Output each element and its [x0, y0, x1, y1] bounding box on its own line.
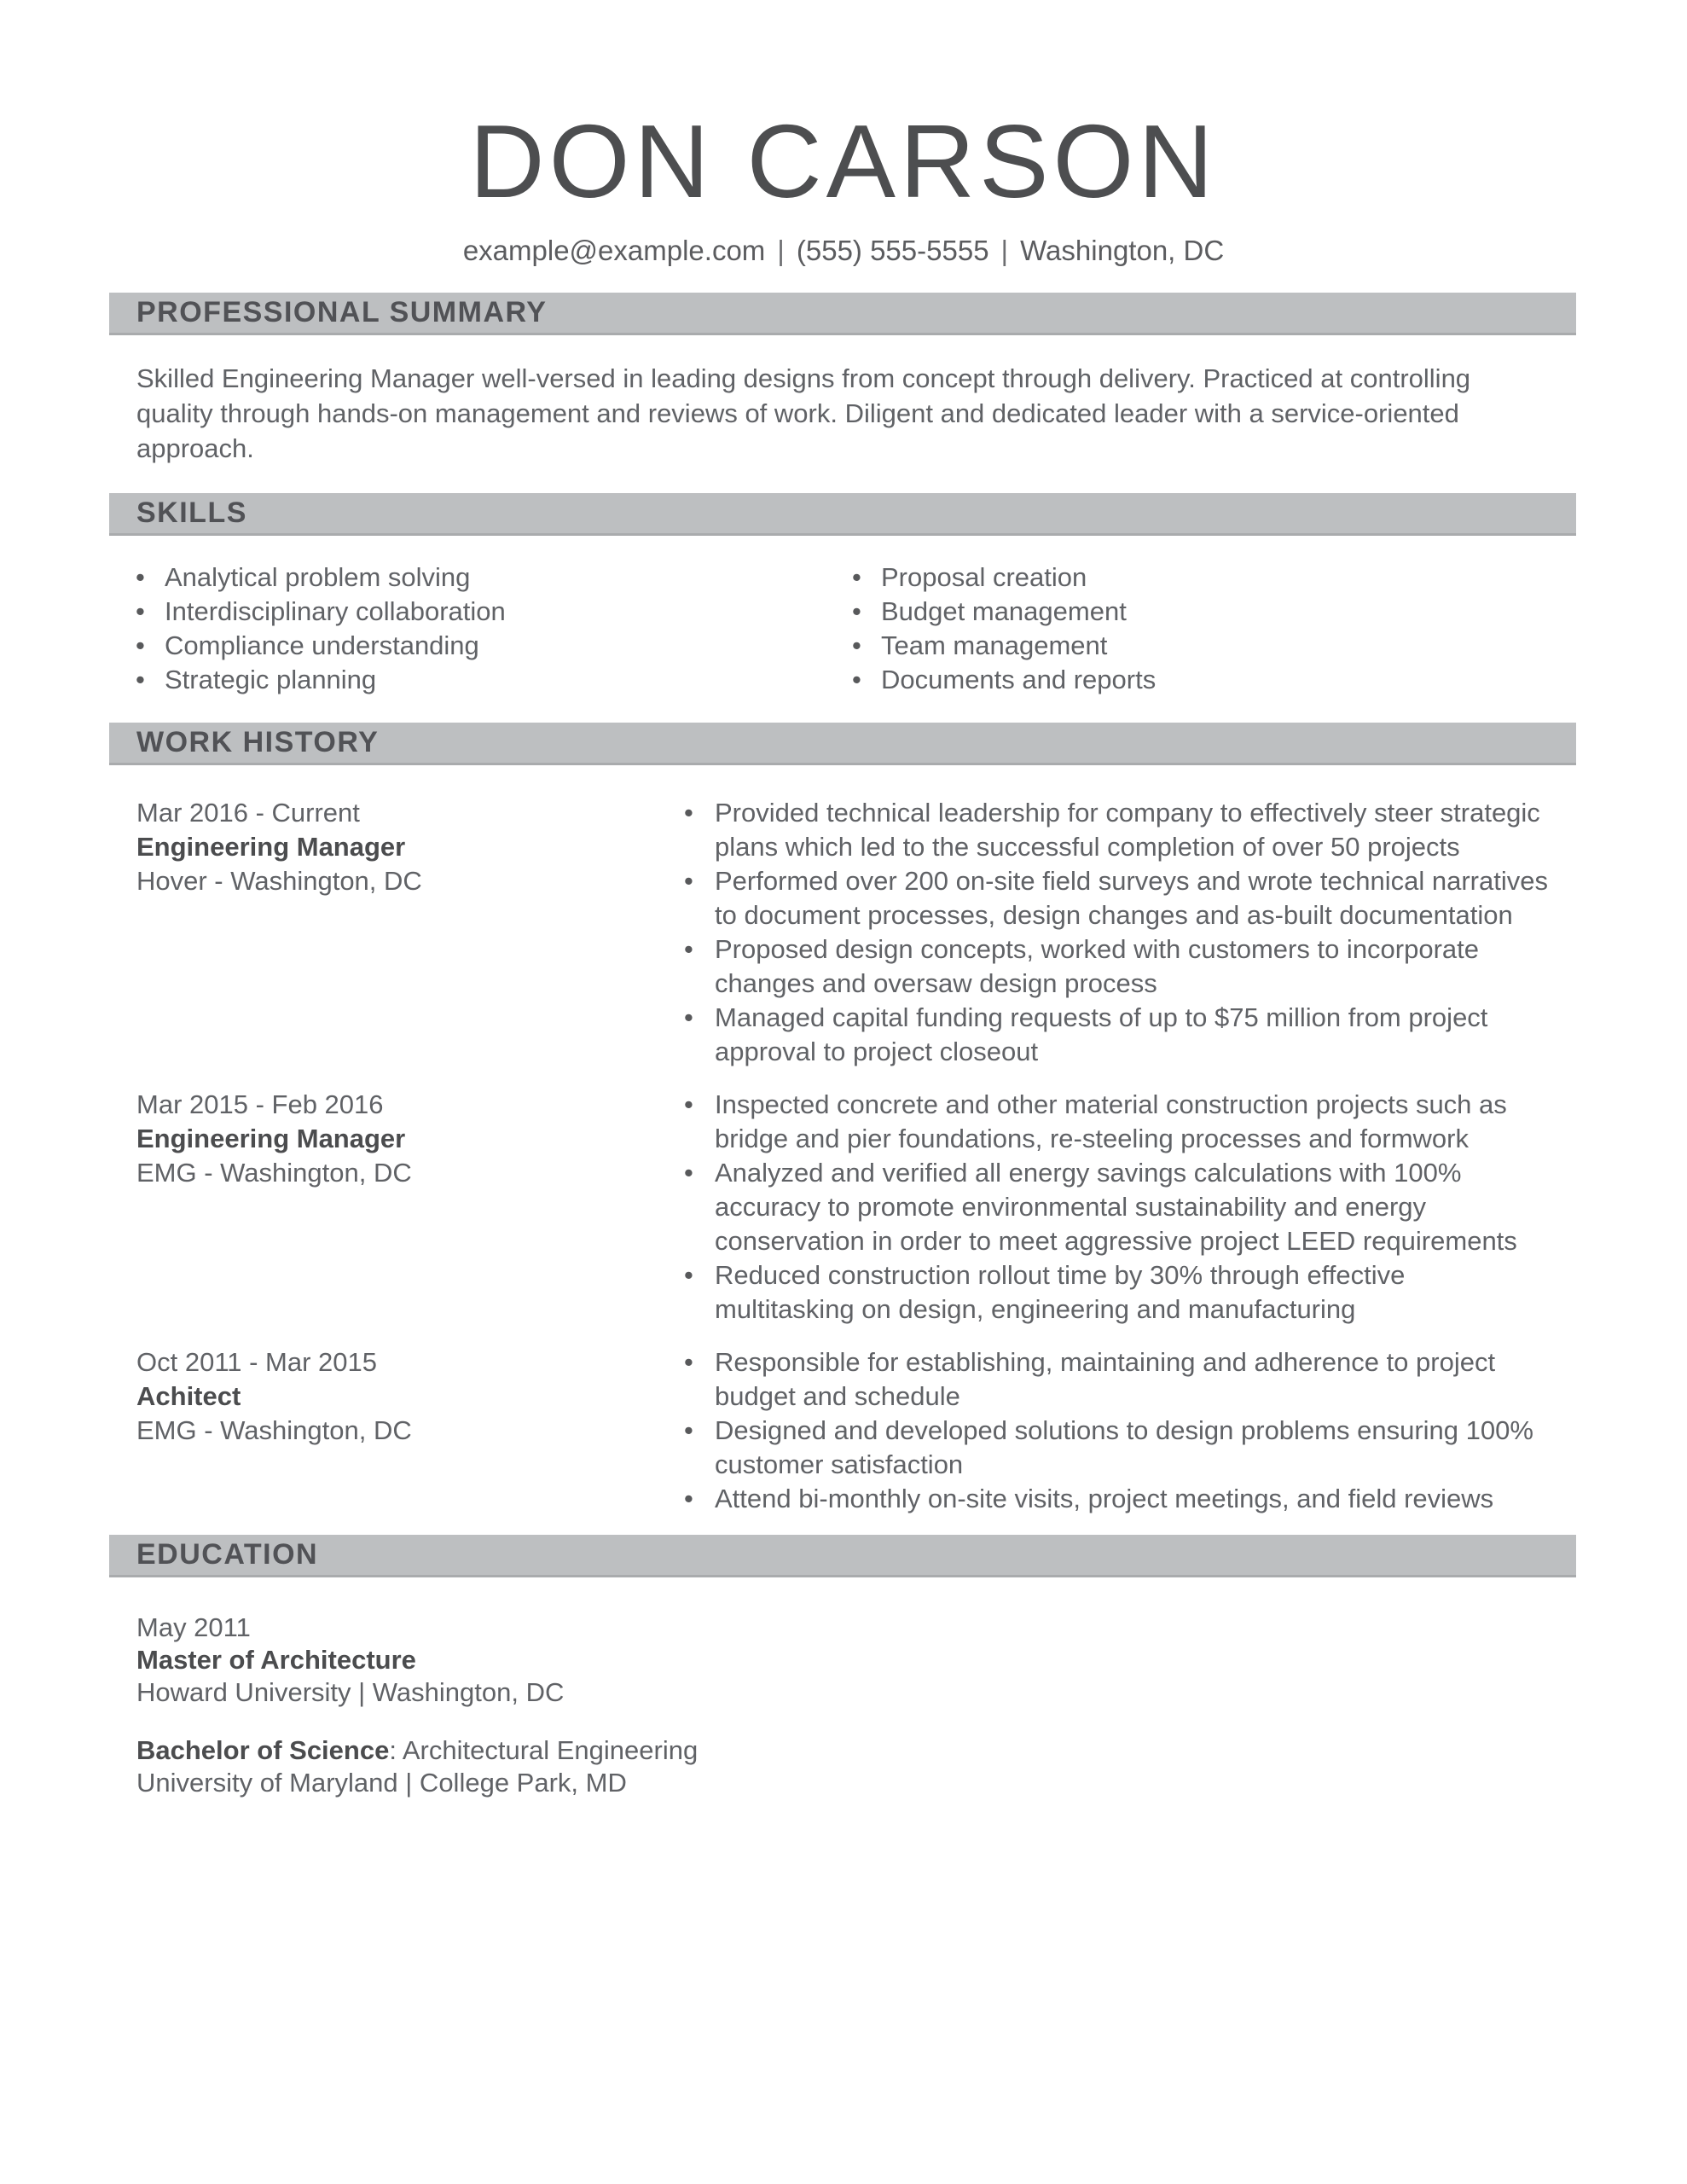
education-degree-field: : Architectural Engineering: [389, 1735, 699, 1765]
contact-line: [0, 234, 1687, 268]
skills-list: [134, 561, 1687, 697]
job-bullet: • Reduced construction rollout time by 30% through effective multitasking on design, engineering and manufacturing: [682, 1258, 1551, 1327]
skill-item: • Strategic planning: [134, 663, 850, 697]
section-heading-education: EDUCATION: [109, 1535, 1576, 1577]
skill-item: • Team management: [850, 629, 1618, 663]
job-dates: Oct 2011 - Mar 2015: [136, 1347, 378, 1377]
job-company: EMG - Washington, DC: [136, 1415, 412, 1445]
job-bullet: • Inspected concrete and other material construction projects such as bridge and pier foundations, re-steeling processes and formwork: [682, 1088, 1551, 1156]
skill-item: • Analytical problem solving: [134, 561, 850, 595]
job-title: Achitect: [136, 1381, 241, 1411]
job-company: Hover - Washington, DC: [136, 866, 422, 896]
education-school: University of Maryland | College Park, MD: [136, 1768, 627, 1798]
job-dates: Mar 2016 - Current: [136, 798, 360, 828]
skills-column-right: [850, 561, 1618, 697]
job-entry: [136, 796, 1687, 1069]
job-entry: [136, 1345, 1687, 1516]
job-title: Engineering Manager: [136, 1124, 406, 1153]
section-heading-professional-summary: PROFESSIONAL SUMMARY: [109, 293, 1576, 335]
job-bullet: • Attend bi-monthly on-site visits, project meetings, and field reviews: [682, 1482, 1551, 1516]
job-dates: Mar 2015 - Feb 2016: [136, 1089, 384, 1119]
contact-separator: |: [1000, 235, 1009, 266]
skill-item: • Compliance understanding: [134, 629, 850, 663]
job-meta: [136, 1088, 682, 1327]
job-bullet: • Analyzed and verified all energy savings calculations with 100% accuracy to promote environmental sustainability and energy conservation in order to meet aggressive project LEED requirements: [682, 1156, 1551, 1258]
contact-location: Washington, DC: [1020, 235, 1225, 266]
job-bullet: • Designed and developed solutions to design problems ensuring 100% customer satisfaction: [682, 1414, 1551, 1482]
job-bullet: • Managed capital funding requests of up to $75 million from project approval to project closeout: [682, 1001, 1551, 1069]
skills-column-left: [134, 561, 850, 697]
job-title: Engineering Manager: [136, 832, 406, 862]
job-bullet: • Responsible for establishing, maintaining and adherence to project budget and schedule: [682, 1345, 1551, 1414]
skill-item: • Documents and reports: [850, 663, 1618, 697]
job-meta: [136, 1345, 682, 1516]
job-bullet-list: [682, 1345, 1551, 1516]
job-meta: [136, 796, 682, 1069]
education-degree: Master of Architecture: [136, 1645, 416, 1675]
professional-summary-text: Skilled Engineering Manager well-versed in leading designs from concept through delivery. Practiced at controlling quality through hands-on management and reviews of work. Diligent and dedicated leader with a service-oriented approach.: [136, 363, 1471, 463]
education-degree: Bachelor of Science: [136, 1735, 390, 1765]
education-school: Howard University | Washington, DC: [136, 1677, 565, 1707]
job-bullet: • Proposed design concepts, worked with customers to incorporate changes and oversaw design process: [682, 932, 1551, 1001]
job-company: EMG - Washington, DC: [136, 1158, 412, 1188]
skill-item: • Interdisciplinary collaboration: [134, 595, 850, 629]
education-entry: [136, 1734, 1687, 1799]
contact-separator: |: [777, 235, 785, 266]
section-heading-work-history: WORK HISTORY: [109, 723, 1576, 765]
education-list: [136, 1612, 1687, 1799]
contact-phone: (555) 555-5555: [796, 235, 989, 266]
job-bullet-list: [682, 796, 1551, 1069]
job-bullet: • Provided technical leadership for company to effectively steer strategic plans which led to the successful completion of over 50 projects: [682, 796, 1551, 864]
section-heading-skills: SKILLS: [109, 493, 1576, 536]
job-bullet-list: [682, 1088, 1551, 1327]
job-bullet: • Performed over 200 on-site field surveys and wrote technical narratives to document processes, design changes and as-built documentation: [682, 864, 1551, 932]
education-degree-line: [136, 1734, 1687, 1767]
skill-item: • Budget management: [850, 595, 1618, 629]
job-entry: [136, 1088, 1687, 1327]
contact-email: example@example.com: [462, 235, 766, 266]
education-entry: [136, 1612, 1687, 1709]
skill-item: • Proposal creation: [850, 561, 1618, 595]
candidate-name: DON CARSON: [469, 103, 1218, 219]
education-date: May 2011: [136, 1612, 251, 1642]
